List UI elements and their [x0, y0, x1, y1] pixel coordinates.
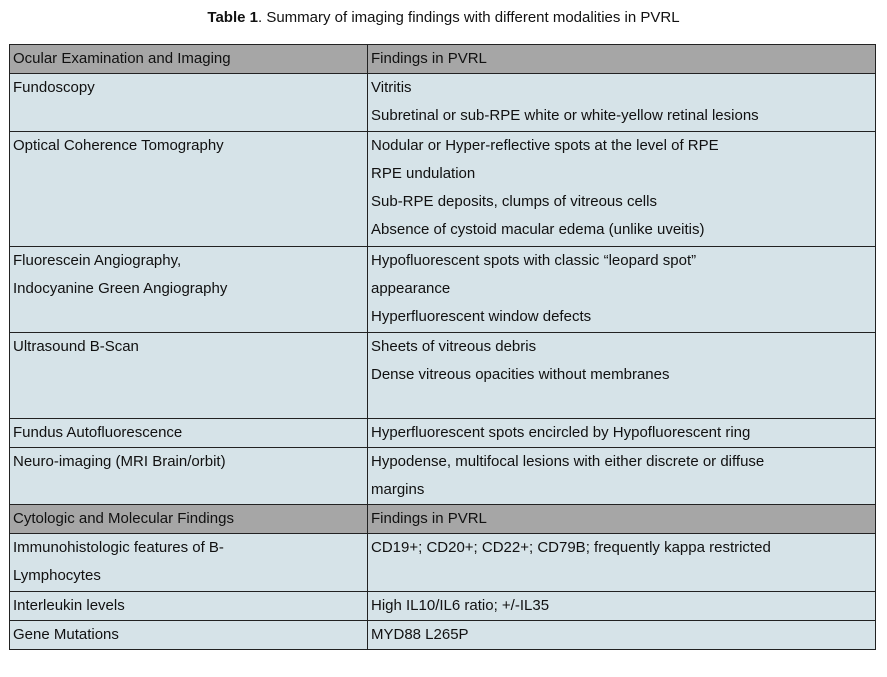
modality-cell [10, 74, 368, 132]
finding-line: Hypofluorescent spots with classic “leopard spot” [371, 252, 697, 269]
finding-line: CD19+; CD20+; CD22+; CD79B; frequently kappa restricted [371, 539, 771, 556]
modality-cell [10, 534, 368, 592]
table-row-neuroimaging [10, 448, 876, 505]
imaging-header-col1: Ocular Examination and Imaging [10, 45, 368, 74]
finding-line: MYD88 L265P [371, 626, 469, 643]
table-row-ultrasound [10, 333, 876, 419]
modality-cell [10, 592, 368, 621]
finding-line: Vitritis [371, 79, 412, 96]
cytology-header-col1: Cytologic and Molecular Findings [10, 505, 368, 534]
modality-line: Optical Coherence Tomography [13, 137, 224, 154]
modality-cell [10, 448, 368, 505]
modality-line: Ultrasound B-Scan [13, 338, 139, 355]
findings-cell [368, 592, 876, 621]
modality-line: Lymphocytes [13, 567, 101, 584]
findings-cell [368, 333, 876, 419]
table-caption [0, 8, 887, 28]
modality-cell [10, 621, 368, 650]
findings-cell [368, 419, 876, 448]
finding-line: Subretinal or sub-RPE white or white-yellow retinal lesions [371, 107, 759, 124]
finding-line: Sub-RPE deposits, clumps of vitreous cells [371, 193, 657, 210]
cytology-header-col2: Findings in PVRL [368, 505, 876, 534]
modality-cell [10, 333, 368, 419]
finding-line: Hyperfluorescent window defects [371, 308, 592, 325]
finding-line: appearance [371, 280, 451, 297]
table-row-gene-mutations [10, 621, 876, 650]
finding-line: Absence of cystoid macular edema (unlike uveitis) [371, 221, 705, 238]
finding-line: Hyperfluorescent spots encircled by Hypofluorescent ring [371, 424, 751, 441]
modality-line: Immunohistologic features of B- [13, 539, 224, 556]
modality-line: Gene Mutations [13, 626, 119, 643]
modality-cell [10, 132, 368, 247]
finding-line: Nodular or Hyper-reflective spots at the level of RPE [371, 137, 719, 154]
modality-line: Neuro-imaging (MRI Brain/orbit) [13, 453, 226, 470]
modality-line: Fundoscopy [13, 79, 95, 96]
finding-line: High IL10/IL6 ratio; +/-IL35 [371, 597, 550, 614]
table-row-angiography [10, 247, 876, 333]
findings-cell [368, 247, 876, 333]
finding-line: margins [371, 481, 425, 498]
modality-line: Fundus Autofluorescence [13, 424, 183, 441]
table-row-oct [10, 132, 876, 247]
table-caption-text: . Summary of imaging findings with different modalities in PVRL [257, 9, 680, 26]
finding-line: Sheets of vitreous debris [371, 338, 537, 355]
table-row-immunohistology [10, 534, 876, 592]
imaging-header-col2: Findings in PVRL [368, 45, 876, 74]
finding-line: RPE undulation [371, 165, 476, 182]
findings-cell [368, 448, 876, 505]
modality-cell [10, 247, 368, 333]
findings-cell [368, 621, 876, 650]
modality-line: Fluorescein Angiography, [13, 252, 182, 269]
summary-table [9, 44, 876, 650]
imaging-header-row [10, 45, 876, 74]
modality-line: Interleukin levels [13, 597, 125, 614]
table-row-autofluorescence [10, 419, 876, 448]
modality-cell [10, 419, 368, 448]
finding-line: Hypodense, multifocal lesions with either discrete or diffuse [371, 453, 765, 470]
table-caption-label: Table 1 [207, 9, 258, 26]
findings-cell [368, 132, 876, 247]
modality-line: Indocyanine Green Angiography [13, 280, 228, 297]
table-row-interleukin [10, 592, 876, 621]
findings-cell [368, 74, 876, 132]
cytology-header-row [10, 505, 876, 534]
findings-cell [368, 534, 876, 592]
table-row-fundoscopy [10, 74, 876, 132]
finding-line: Dense vitreous opacities without membranes [371, 366, 670, 383]
